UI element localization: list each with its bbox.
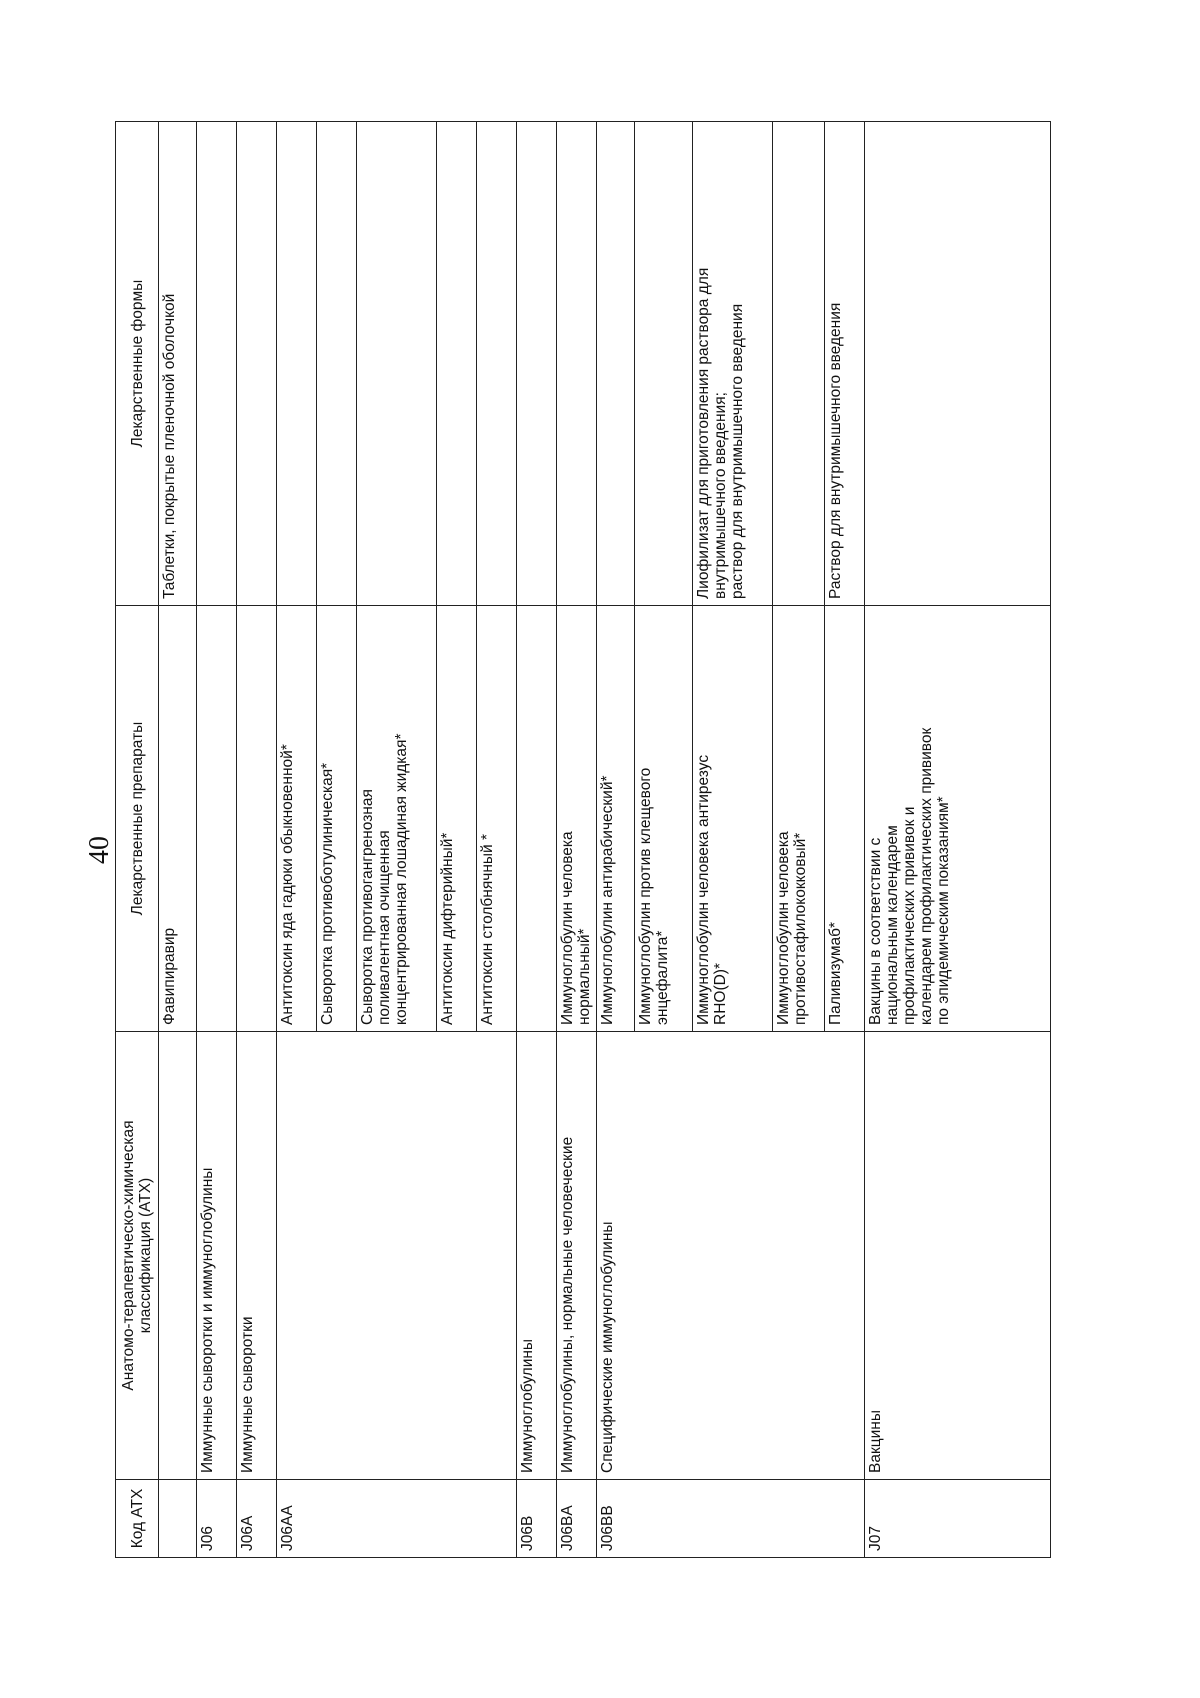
header-atc-classification xyxy=(116,1032,159,1480)
cell-form xyxy=(635,122,693,606)
drug-line: энцефалита* xyxy=(654,930,671,1025)
table-row xyxy=(197,122,237,1558)
cell-class xyxy=(277,1032,517,1480)
drug-line: концентрированная лошадиная жидкая* xyxy=(393,733,410,1025)
drug-line: нормальный* xyxy=(576,928,593,1025)
cell-drug xyxy=(237,606,277,1032)
drug-line: по эпидемическим показаниям* xyxy=(935,796,952,1025)
cell-drug xyxy=(635,606,693,1032)
cell-form xyxy=(477,122,517,606)
drug-line: RHO(D)* xyxy=(712,963,729,1025)
drug-line: календарем профилактических прививок xyxy=(918,727,935,1025)
cell-form xyxy=(597,122,635,606)
table-row xyxy=(159,122,197,1558)
cell-class: Иммунные сыворотки и иммуноглобулины xyxy=(197,1032,237,1480)
drug-line: противостафилококковый* xyxy=(792,832,809,1025)
header-drugs: Лекарственные препараты xyxy=(116,606,159,1032)
header-atc-code: Код АТХ xyxy=(116,1480,159,1558)
form-line: раствор для внутримышечного введения xyxy=(729,303,746,599)
table-row xyxy=(277,122,317,1558)
cell-form: Раствор для внутримышечного введения xyxy=(825,122,865,606)
table-row xyxy=(597,122,635,1558)
cell-drug: Антитоксин столбнячный * xyxy=(477,606,517,1032)
drug-line: Иммуноглобулин человека xyxy=(559,831,576,1025)
table-row xyxy=(517,122,557,1558)
form-line: внутримышечного введения; xyxy=(712,392,729,599)
cell-drug xyxy=(357,606,437,1032)
drug-line: поливалентная очищенная xyxy=(376,830,393,1025)
cell-form xyxy=(557,122,597,606)
form-line: Лиофилизат для приготовления раствора для xyxy=(695,267,712,599)
cell-form xyxy=(773,122,825,606)
cell-form xyxy=(197,122,237,606)
drug-line: Сыворотка противогангренозная xyxy=(359,789,376,1025)
drug-line: Иммуноглобулин человека xyxy=(775,831,792,1025)
table-row xyxy=(557,122,597,1558)
header-dosage-forms: Лекарственные формы xyxy=(116,122,159,606)
cell-drug xyxy=(865,606,1051,1032)
cell-drug: Паливизумаб* xyxy=(825,606,865,1032)
cell-drug: Иммуноглобулин антирабический* xyxy=(597,606,635,1032)
cell-class xyxy=(159,1032,197,1480)
cell-code: J07 xyxy=(865,1480,1051,1558)
cell-drug xyxy=(693,606,773,1032)
page-number: 40 xyxy=(84,836,115,864)
table-header-row xyxy=(116,122,159,1558)
cell-form xyxy=(277,122,317,606)
cell-drug xyxy=(773,606,825,1032)
cell-class: Иммуноглобулины xyxy=(517,1032,557,1480)
header-class-line: Анатомо-терапевтическо-химическая xyxy=(120,1120,137,1391)
cell-form xyxy=(865,122,1051,606)
cell-form: Таблетки, покрытые пленочной оболочкой xyxy=(159,122,197,606)
cell-class: Специфические иммуноглобулины xyxy=(597,1032,865,1480)
drug-line: Иммуноглобулин человека антирезус xyxy=(695,754,712,1025)
cell-form xyxy=(437,122,477,606)
drug-line: Вакцины в соответствии с xyxy=(867,837,884,1025)
cell-form xyxy=(357,122,437,606)
cell-code: J06 xyxy=(197,1480,237,1558)
cell-code xyxy=(159,1480,197,1558)
cell-form xyxy=(693,122,773,606)
cell-drug: Антитоксин яда гадюки обыкновенной* xyxy=(277,606,317,1032)
cell-form xyxy=(517,122,557,606)
cell-code: J06B xyxy=(517,1480,557,1558)
cell-code: J06BB xyxy=(597,1480,865,1558)
rotated-table-container xyxy=(115,122,1051,1558)
header-class-line: классификация (АТХ) xyxy=(137,1177,154,1334)
cell-drug: Антитоксин дифтерийный* xyxy=(437,606,477,1032)
cell-class: Иммуноглобулины, нормальные человеческие xyxy=(557,1032,597,1480)
cell-code: J06A xyxy=(237,1480,277,1558)
cell-drug: Фавипиравир xyxy=(159,606,197,1032)
cell-code: J06AA xyxy=(277,1480,517,1558)
drug-line: Иммуноглобулин против клещевого xyxy=(637,767,654,1025)
drug-line: национальным календарем xyxy=(884,825,901,1025)
atc-drug-table xyxy=(115,121,1051,1558)
cell-form xyxy=(237,122,277,606)
cell-class: Иммунные сыворотки xyxy=(237,1032,277,1480)
cell-class: Вакцины xyxy=(865,1032,1051,1480)
cell-drug xyxy=(557,606,597,1032)
cell-drug: Сыворотка противоботулиническая* xyxy=(317,606,357,1032)
cell-form xyxy=(317,122,357,606)
table-row xyxy=(237,122,277,1558)
table-row xyxy=(865,122,1051,1558)
drug-line: профилактических прививок и xyxy=(901,806,918,1025)
cell-drug xyxy=(197,606,237,1032)
cell-code: J06BA xyxy=(557,1480,597,1558)
cell-drug xyxy=(517,606,557,1032)
